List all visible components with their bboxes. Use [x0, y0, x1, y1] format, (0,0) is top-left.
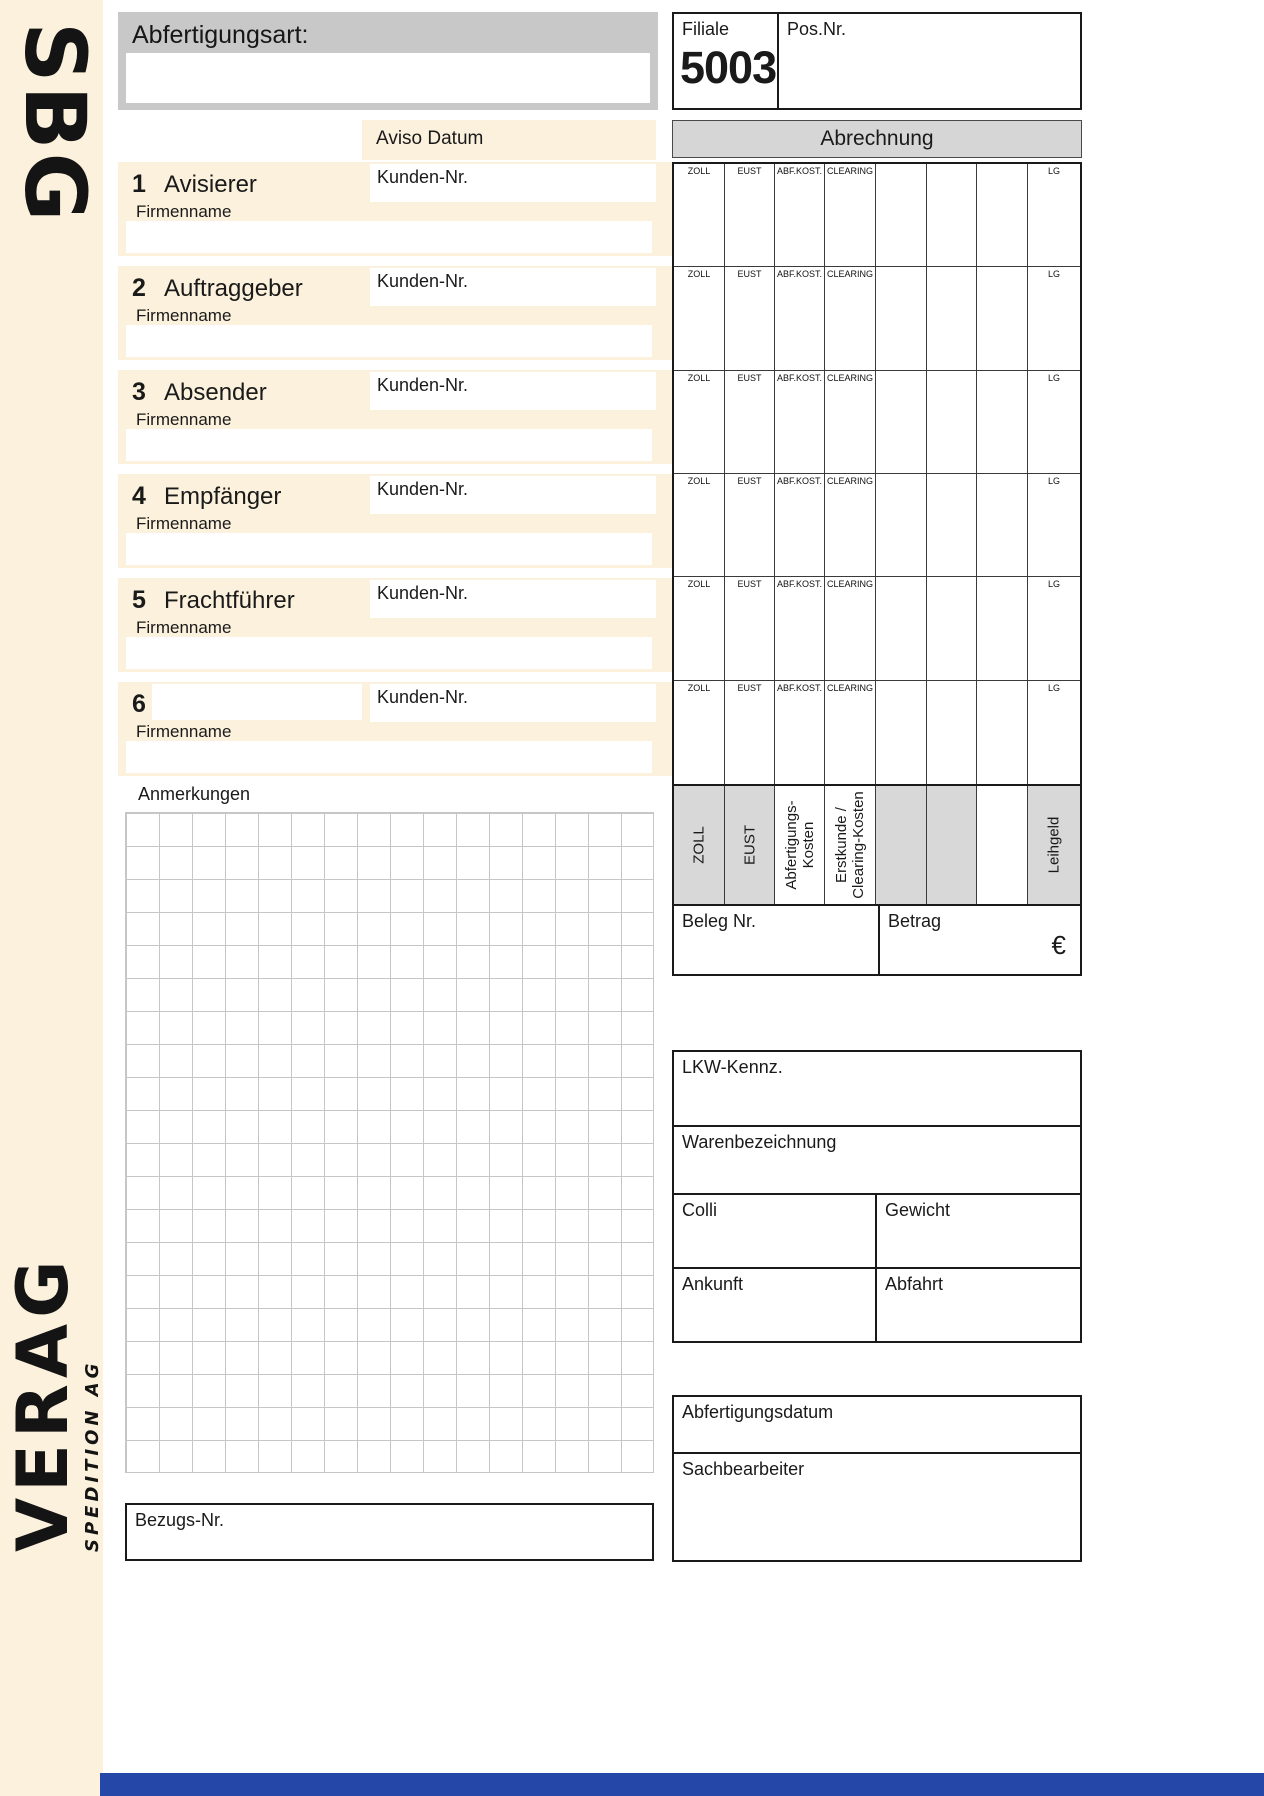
billing-cell-header: LG [1047, 166, 1060, 176]
gewicht-field[interactable] [877, 1195, 1080, 1267]
kunden-nr-label: Kunden-Nr. [377, 375, 469, 395]
billing-cell-blank[interactable] [927, 164, 977, 267]
amount-row [672, 906, 1082, 976]
section-number: 3 [132, 378, 146, 406]
billing-cell-zoll[interactable] [674, 474, 725, 577]
section-number: 2 [132, 274, 146, 302]
billing-cell-header: CLEARING [826, 372, 873, 383]
billing-cell-blank[interactable] [876, 371, 927, 474]
section-name: Absender [164, 379, 267, 406]
column-label-cell [725, 786, 775, 904]
billing-cell-header: ZOLL [687, 682, 711, 693]
kunden-nr-field[interactable] [370, 372, 656, 410]
abrechnung-column-labels [672, 786, 1082, 906]
firmenname-label: Firmenname [136, 306, 232, 325]
billing-cell-header: ZOLL [687, 269, 711, 280]
billing-cell-zoll[interactable] [674, 577, 725, 680]
billing-cell-header: EUST [737, 682, 762, 693]
billing-cell-header [977, 681, 1027, 683]
billing-cell-lg[interactable] [1028, 267, 1080, 370]
section-name-input[interactable] [152, 684, 362, 720]
anmerkungen-label: Anmerkungen [138, 784, 251, 804]
billing-cell-header: LG [1047, 269, 1060, 280]
party-section-4 [118, 474, 672, 568]
posnr-label: Pos.Nr. [787, 19, 847, 39]
billing-cell-lg[interactable] [1028, 164, 1080, 267]
betrag-field[interactable] [880, 906, 1080, 974]
billing-cell-blank[interactable] [977, 164, 1028, 267]
column-label: Leihgeld [1045, 816, 1063, 874]
billing-cell-abfkost[interactable] [775, 577, 825, 680]
billing-cell-eust[interactable] [725, 164, 775, 267]
section-name: Empfänger [164, 483, 282, 510]
abfertigungsart-label: Abfertigungsart: [132, 21, 309, 49]
column-label: Abfertigungs-Kosten [782, 800, 817, 890]
kunden-nr-field[interactable] [370, 164, 656, 202]
abfertigungsdatum-label: Abfertigungsdatum [682, 1402, 834, 1422]
billing-cell-header: EUST [737, 166, 762, 176]
billing-cell-header [977, 474, 1027, 476]
kunden-nr-label: Kunden-Nr. [377, 167, 469, 187]
filiale-value: 5003 [680, 42, 777, 93]
filiale-label: Filiale [682, 19, 730, 39]
billing-cell-header: ABF.KOST. [776, 682, 822, 693]
ankunft-label: Ankunft [682, 1274, 744, 1294]
beleg-nr-label: Beleg Nr. [682, 911, 757, 931]
billing-cell-header: ABF.KOST. [776, 166, 822, 176]
billing-cell-blank[interactable] [927, 371, 977, 474]
billing-cell-abfkost[interactable] [775, 164, 825, 267]
column-label: Erstkunde / Clearing-Kosten [832, 791, 867, 899]
billing-cell-lg[interactable] [1028, 681, 1080, 784]
billing-cell-blank[interactable] [977, 681, 1028, 784]
billing-cell-zoll[interactable] [674, 267, 725, 370]
colli-label: Colli [682, 1200, 718, 1220]
billing-cell-eust[interactable] [725, 267, 775, 370]
section-name: Avisierer [164, 171, 257, 198]
billing-cell-header [927, 474, 976, 476]
billing-cell-header: CLEARING [826, 269, 873, 280]
colli-field[interactable] [674, 1195, 877, 1267]
abrechnung-header [672, 120, 1082, 158]
firmenname-label: Firmenname [136, 618, 232, 637]
firmenname-field[interactable] [126, 533, 652, 565]
kunden-nr-field[interactable] [370, 684, 656, 722]
processing-block [672, 1395, 1082, 1562]
billing-cell-header [927, 164, 976, 166]
column-label-cell [977, 786, 1028, 904]
billing-cell-header [876, 474, 926, 476]
billing-cell-blank[interactable] [876, 577, 927, 680]
billing-cell-zoll[interactable] [674, 681, 725, 784]
billing-cell-header: LG [1047, 372, 1060, 383]
billing-cell-header [927, 371, 976, 373]
billing-cell-zoll[interactable] [674, 371, 725, 474]
billing-cell-clearing[interactable] [825, 267, 876, 370]
kunden-nr-field[interactable] [370, 268, 656, 306]
warenbezeichnung-label: Warenbezeichnung [682, 1132, 837, 1152]
kunden-nr-label: Kunden-Nr. [377, 271, 469, 291]
billing-cell-abfkost[interactable] [775, 681, 825, 784]
firmenname-label: Firmenname [136, 722, 232, 741]
billing-cell-header: ZOLL [687, 372, 711, 383]
billing-cell-header [876, 577, 926, 579]
lkw-kennz-label: LKW-Kennz. [682, 1057, 783, 1077]
section-name: Frachtführer [164, 587, 295, 614]
billing-cell-lg[interactable] [1028, 371, 1080, 474]
billing-cell-blank[interactable] [977, 577, 1028, 680]
billing-cell-header [977, 164, 1027, 166]
billing-cell-blank[interactable] [927, 267, 977, 370]
billing-cell-blank[interactable] [876, 267, 927, 370]
abfertigungsart-panel [118, 12, 658, 110]
billing-cell-header: CLEARING [826, 166, 873, 176]
firmenname-field[interactable] [126, 429, 652, 461]
billing-cell-blank[interactable] [927, 577, 977, 680]
billing-cell-eust[interactable] [725, 577, 775, 680]
lkw-kennz-field[interactable] [674, 1052, 1080, 1125]
billing-cell-blank[interactable] [876, 474, 927, 577]
section-number: 1 [132, 170, 146, 198]
abfahrt-label: Abfahrt [885, 1274, 944, 1294]
sbg-logo [6, 22, 104, 258]
verag-logo [2, 1232, 103, 1552]
sachbearbeiter-field[interactable] [674, 1452, 1080, 1560]
billing-cell-header: ZOLL [687, 476, 711, 486]
beleg-nr-field[interactable] [674, 906, 880, 974]
kunden-nr-label: Kunden-Nr. [377, 583, 469, 603]
billing-cell-header: LG [1047, 579, 1060, 590]
column-label-cell [1028, 786, 1080, 904]
billing-cell-header [876, 267, 926, 269]
billing-cell-lg[interactable] [1028, 474, 1080, 577]
billing-cell-header: ZOLL [687, 579, 711, 590]
billing-cell-blank[interactable] [977, 474, 1028, 577]
billing-cell-header: EUST [737, 372, 762, 383]
column-label-cell [825, 786, 876, 904]
colli-gewicht-row [674, 1193, 1080, 1267]
billing-cell-eust[interactable] [725, 371, 775, 474]
billing-cell-header [927, 267, 976, 269]
posnr-field[interactable] [779, 14, 1080, 108]
ankunft-abfahrt-row [674, 1267, 1080, 1341]
billing-cell-eust[interactable] [725, 474, 775, 577]
billing-cell-header [876, 681, 926, 683]
party-section-6 [118, 682, 672, 776]
spedition-ag-text: SPEDITION AG [82, 1359, 103, 1552]
billing-cell-header: EUST [737, 476, 762, 486]
billing-cell-header: CLEARING [826, 476, 873, 486]
verag-logo-text: VERAG [2, 1254, 84, 1552]
billing-cell-clearing[interactable] [825, 164, 876, 267]
billing-cell-blank[interactable] [927, 474, 977, 577]
section-number: 5 [132, 586, 146, 614]
column-label-cell [674, 786, 725, 904]
billing-cell-clearing[interactable] [825, 681, 876, 784]
filiale-posnr-panel [672, 12, 1082, 110]
billing-cell-blank[interactable] [977, 267, 1028, 370]
billing-cell-header: ABF.KOST. [776, 372, 822, 383]
billing-cell-header [977, 577, 1027, 579]
column-label: ZOLL [690, 826, 708, 864]
firmenname-field[interactable] [126, 741, 652, 773]
betrag-label: Betrag [888, 911, 942, 931]
shipment-info-block [672, 1050, 1082, 1343]
billing-cell-header: CLEARING [826, 682, 873, 693]
billing-cell-header [977, 267, 1027, 269]
abfahrt-field[interactable] [877, 1269, 1080, 1341]
billing-cell-eust[interactable] [725, 681, 775, 784]
billing-cell-blank[interactable] [876, 164, 927, 267]
billing-cell-header: CLEARING [826, 579, 873, 590]
bottom-accent-bar [100, 1773, 1264, 1796]
abrechnung-title: Abrechnung [820, 127, 934, 150]
billing-cell-header: LG [1047, 476, 1060, 486]
aviso-datum-label: Aviso Datum [376, 128, 484, 149]
kunden-nr-field[interactable] [370, 476, 656, 514]
billing-cell-lg[interactable] [1028, 577, 1080, 680]
party-section-5 [118, 578, 672, 672]
billing-cell-clearing[interactable] [825, 577, 876, 680]
gewicht-label: Gewicht [885, 1200, 951, 1220]
aviso-datum-field[interactable] [362, 120, 656, 160]
billing-cell-header: ZOLL [687, 166, 711, 176]
party-section-1 [118, 162, 672, 256]
billing-cell-header: EUST [737, 579, 762, 590]
billing-cell-clearing[interactable] [825, 474, 876, 577]
section-number: 4 [132, 482, 146, 510]
kunden-nr-label: Kunden-Nr. [377, 479, 469, 499]
sachbearbeiter-label: Sachbearbeiter [682, 1459, 805, 1479]
firmenname-field[interactable] [126, 637, 652, 669]
column-label: EUST [740, 825, 758, 866]
billing-cell-header [876, 371, 926, 373]
billing-cell-header: ABF.KOST. [776, 579, 822, 590]
kunden-nr-label: Kunden-Nr. [377, 687, 469, 707]
billing-cell-blank[interactable] [876, 681, 927, 784]
section-name: Auftraggeber [164, 275, 303, 302]
billing-cell-abfkost[interactable] [775, 371, 825, 474]
bezugs-nr-label: Bezugs-Nr. [135, 1510, 225, 1530]
abfertigungsart-input[interactable] [126, 53, 650, 103]
billing-cell-header: ABF.KOST. [776, 269, 822, 280]
sbg-logo-text: SBG [6, 22, 104, 225]
party-section-2 [118, 266, 672, 360]
kunden-nr-field[interactable] [370, 580, 656, 618]
firmenname-field[interactable] [126, 325, 652, 357]
billing-cell-zoll[interactable] [674, 164, 725, 267]
column-label-cell [876, 786, 927, 904]
filiale-cell [674, 14, 779, 108]
abrechnung-table [672, 162, 1082, 786]
billing-cell-blank[interactable] [927, 681, 977, 784]
euro-symbol: € [1051, 930, 1066, 960]
firmenname-label: Firmenname [136, 514, 232, 533]
billing-cell-clearing[interactable] [825, 371, 876, 474]
firmenname-field[interactable] [126, 221, 652, 253]
billing-cell-abfkost[interactable] [775, 474, 825, 577]
billing-cell-abfkost[interactable] [775, 267, 825, 370]
billing-cell-header [927, 577, 976, 579]
ankunft-field[interactable] [674, 1269, 877, 1341]
bezugs-nr-field[interactable] [125, 1503, 654, 1561]
billing-cell-header [977, 371, 1027, 373]
anmerkungen-grid[interactable] [125, 812, 654, 1473]
billing-cell-blank[interactable] [977, 371, 1028, 474]
column-label-cell [775, 786, 825, 904]
abfertigungsdatum-field[interactable] [674, 1397, 1080, 1452]
billing-cell-header: EUST [737, 269, 762, 280]
section-number: 6 [132, 690, 146, 718]
billing-cell-header: ABF.KOST. [776, 476, 822, 486]
billing-cell-header [876, 164, 926, 166]
firmenname-label: Firmenname [136, 202, 232, 221]
column-label-cell [927, 786, 977, 904]
warenbezeichnung-field[interactable] [674, 1125, 1080, 1193]
party-section-3 [118, 370, 672, 464]
firmenname-label: Firmenname [136, 410, 232, 429]
billing-cell-header [927, 681, 976, 683]
billing-cell-header: LG [1047, 682, 1060, 693]
